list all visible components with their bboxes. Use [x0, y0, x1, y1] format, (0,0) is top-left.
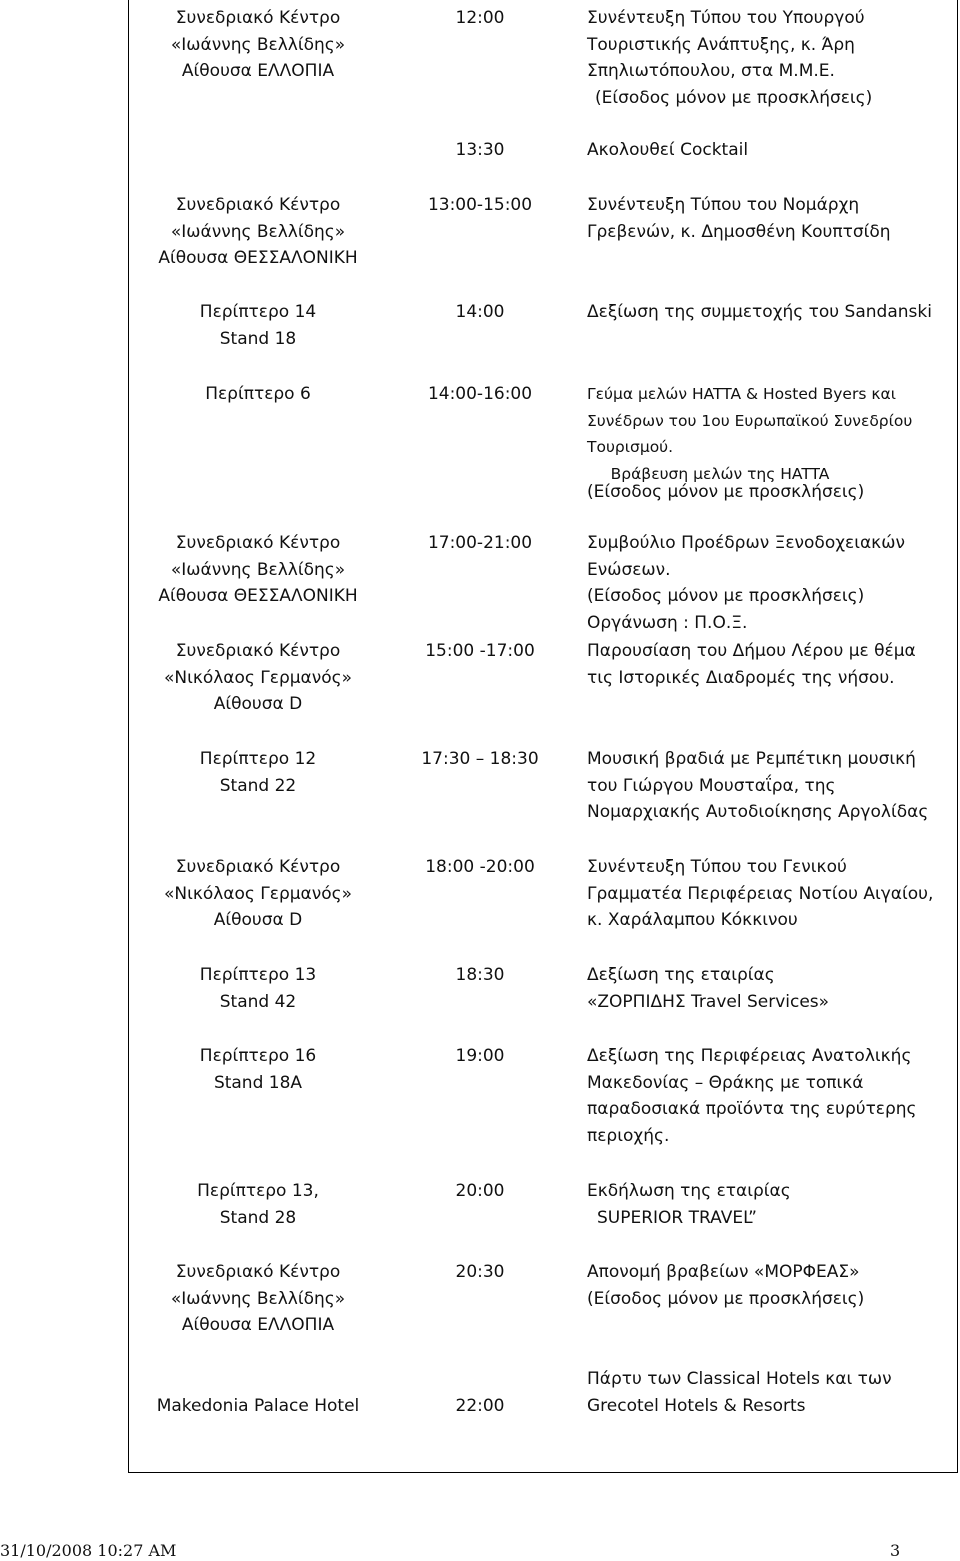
venue-cell: Περίπτερο 6	[205, 384, 311, 404]
event-cell: Δεξίωση της Περιφέρειας Ανατολικής Μακεδονίας – Θράκης με τοπικά παραδοσιακά προϊόντα της ευρύτερης περιοχής.	[587, 1046, 917, 1146]
table-border-left	[128, 0, 129, 1473]
venue-cell: Συνεδριακό Κέντρο «Ιωάννης Βελλίδης» Αίθουσα ΕΛΛΟΠΙΑ	[170, 1262, 346, 1335]
venue-cell: Makedonia Palace Hotel	[156, 1396, 360, 1416]
time-cell: 18:30	[455, 965, 505, 985]
page-number: 3	[890, 1541, 901, 1560]
time-cell: 20:00	[455, 1181, 505, 1201]
event-cell: Γεύμα μελών HATTA & Hosted Byers και Συνέδρων του 1ου Ευρωπαϊκού Συνεδρίου Τουρισμού. Βράβευση μελών της HATTA	[587, 385, 913, 483]
event-cell: Συνέντευξη Τύπου του Υπουργού Τουριστικής Ανάπτυξης, κ. Άρη Σπηλιωτόπουλου, στα Μ.Μ.Ε. (Είσοδος μόνον με προσκλήσεις)	[587, 8, 873, 108]
event-cell: Δεξίωση της συμμετοχής του Sandanski	[587, 302, 932, 322]
event-cell: Παρουσίαση του Δήμου Λέρου με θέμα τις Ιστορικές Διαδρομές της νήσου.	[587, 641, 916, 688]
event-cell: Πάρτυ των Classical Hotels και των Grecotel Hotels & Resorts	[587, 1369, 892, 1416]
time-cell: 19:00	[455, 1046, 505, 1066]
table-border-right	[957, 0, 958, 1473]
time-cell: 13:30	[455, 140, 505, 160]
event-cell: Ακολουθεί Cocktail	[587, 140, 749, 160]
venue-cell: Περίπτερο 16 Stand 18A	[199, 1046, 317, 1093]
venue-cell: Συνεδριακό Κέντρο «Ιωάννης Βελλίδης» Αίθουσα ΕΛΛΟΠΙΑ	[170, 8, 346, 81]
time-cell: 12:00	[455, 8, 505, 28]
venue-cell: Συνεδριακό Κέντρο «Νικόλαος Γερμανός» Αίθουσα D	[163, 857, 353, 930]
venue-cell: Περίπτερο 14 Stand 18	[199, 302, 317, 349]
venue-cell: Συνεδριακό Κέντρο «Ιωάννης Βελλίδης» Αίθουσα ΘΕΣΣΑΛΟΝΙΚΗ	[158, 533, 358, 606]
event-cell: Εκδήλωση της εταιρίας SUPERIOR TRAVEL”	[587, 1181, 791, 1228]
venue-cell: Περίπτερο 13 Stand 42	[199, 965, 317, 1012]
table-border-bottom	[128, 1472, 958, 1473]
time-cell: 17:00-21:00	[427, 533, 533, 553]
time-cell: 15:00 -17:00	[425, 641, 535, 661]
event-cell-note: (Είσοδος μόνον με προσκλήσεις)	[587, 482, 865, 502]
time-cell: 22:00	[455, 1396, 505, 1416]
venue-cell: Συνεδριακό Κέντρο «Νικόλαος Γερμανός» Αίθουσα D	[163, 641, 353, 714]
event-cell: Δεξίωση της εταιρίας «ΖΟΡΠΙΔΗΣ Travel Services»	[587, 965, 830, 1012]
footer-datetime: 31/10/2008 10:27 AM	[0, 1541, 177, 1560]
time-cell: 14:00	[455, 302, 505, 322]
time-cell: 14:00-16:00	[427, 384, 533, 404]
event-cell: Απονομή βραβείων «ΜΟΡΦΕΑΣ» (Είσοδος μόνον με προσκλήσεις)	[587, 1262, 865, 1309]
venue-cell: Συνεδριακό Κέντρο «Ιωάννης Βελλίδης» Αίθουσα ΘΕΣΣΑΛΟΝΙΚΗ	[158, 195, 358, 268]
event-cell: Συμβούλιο Προέδρων Ξενοδοχειακών Ενώσεων. (Είσοδος μόνον με προσκλήσεις) Οργάνωση : Π.Ο.Ξ.	[587, 533, 905, 633]
venue-cell: Περίπτερο 12 Stand 22	[199, 749, 317, 796]
time-cell: 20:30	[455, 1262, 505, 1282]
time-cell: 13:00-15:00	[427, 195, 533, 215]
venue-cell: Περίπτερο 13, Stand 28	[197, 1181, 319, 1228]
time-cell: 18:00 -20:00	[425, 857, 535, 877]
event-cell: Συνέντευξη Τύπου του Νομάρχη Γρεβενών, κ. Δημοσθένη Κουπτσίδη	[587, 195, 891, 242]
event-cell: Συνέντευξη Τύπου του Γενικού Γραμματέα Περιφέρειας Νοτίου Αιγαίου, κ. Χαράλαμπου Κόκκινου	[587, 857, 934, 930]
event-cell: Μουσική βραδιά με Ρεμπέτικη μουσική του Γιώργου Μουσταΐρα, της Νομαρχιακής Αυτοδιοίκησης Αργολίδας	[587, 749, 929, 822]
time-cell: 17:30 – 18:30	[421, 749, 539, 769]
